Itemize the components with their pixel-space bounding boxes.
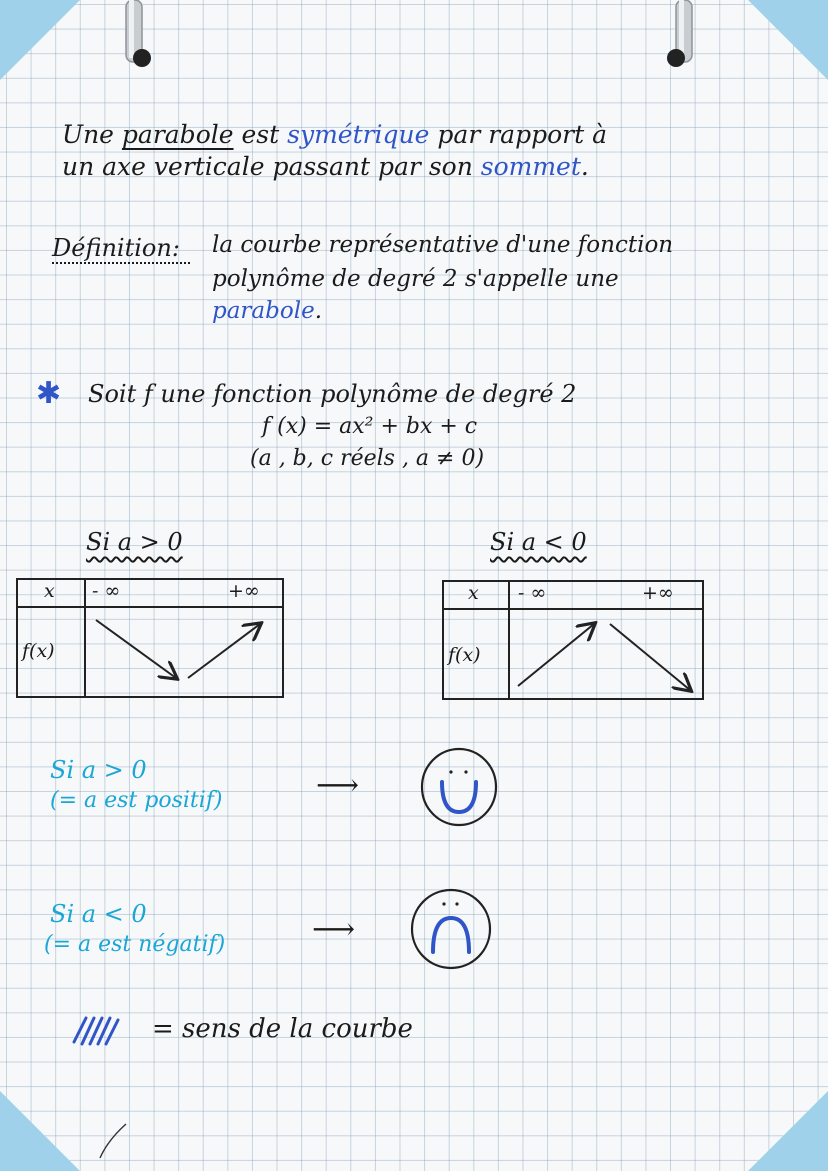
binder-ring-left-icon <box>118 0 154 84</box>
table-pos-fx-label: f(x) <box>22 640 55 662</box>
table-neg-plus-infinity: +∞ <box>642 582 674 604</box>
case-pos-line-1: Si a > 0 <box>50 756 147 784</box>
table-pos-variation-arrows <box>18 580 282 696</box>
definition-line-1: la courbe représentative d'une fonction <box>212 232 674 258</box>
intro-line-2 <box>62 152 589 182</box>
intro-line-1 <box>62 120 607 150</box>
definition-line-3 <box>212 298 322 324</box>
table-neg-fx-label: f(x) <box>448 644 481 666</box>
case-neg-line-2: (= a est négatif) <box>44 932 226 957</box>
table-pos-heading: Si a > 0 <box>86 528 183 556</box>
table-neg-minus-infinity: - ∞ <box>518 582 547 604</box>
case-neg-line-1: Si a < 0 <box>50 900 147 928</box>
smiley-face-icon <box>418 746 500 828</box>
soit-formula: f (x) = ax² + bx + c <box>262 414 478 439</box>
table-neg-variation-arrows <box>444 582 702 698</box>
table-neg-x-label: x <box>468 582 479 604</box>
definition-line-2: polynôme de degré 2 s'appelle une <box>212 266 619 292</box>
pen-stroke-mark <box>96 1120 136 1160</box>
arrow-decreasing <box>610 624 690 690</box>
intro-word-est: est <box>241 120 280 149</box>
corner-tab-bottom-right <box>748 1091 828 1171</box>
intro-term-parabole: parabole <box>121 120 234 149</box>
arrow-decreasing <box>96 620 176 678</box>
hatching-legend-icon <box>70 1010 126 1050</box>
table-pos-minus-infinity: - ∞ <box>92 580 121 602</box>
definition-period: . <box>314 298 322 324</box>
definition-term-parabole: parabole <box>212 298 315 324</box>
binder-ring-right-icon <box>664 0 700 84</box>
frowning-face-icon <box>408 886 494 972</box>
intro-word-par-rapport: par rapport à <box>437 120 607 149</box>
corner-tab-bottom-left <box>0 1091 80 1171</box>
arrow-increasing <box>518 624 594 686</box>
arrow-increasing <box>188 624 260 678</box>
case-pos-line-2: (= a est positif) <box>50 788 223 813</box>
asterisk-icon: ✱ <box>36 376 62 411</box>
soit-conditions: (a , b, c réels , a ≠ 0) <box>250 446 485 471</box>
soit-line-1: Soit f une fonction polynôme de degré 2 <box>88 380 577 408</box>
legend-text: = sens de la courbe <box>152 1014 413 1044</box>
intro-term-sommet: sommet <box>480 152 581 181</box>
table-pos-plus-infinity: +∞ <box>228 580 260 602</box>
variation-table-positive <box>16 578 284 698</box>
definition-label: Définition: <box>52 234 180 262</box>
intro-line-2-period: . <box>580 152 589 181</box>
table-neg-heading: Si a < 0 <box>490 528 587 556</box>
case-neg-arrow-icon: ⟶ <box>312 912 356 947</box>
intro-word-une: Une <box>62 120 114 149</box>
intro-line-2-text: un axe verticale passant par son <box>62 152 473 181</box>
variation-table-negative <box>442 580 704 700</box>
definition-label-underline <box>52 262 190 270</box>
corner-tab-top-right <box>748 0 828 80</box>
intro-term-symetrique: symétrique <box>287 120 430 149</box>
corner-tab-top-left <box>0 0 80 80</box>
table-pos-x-label: x <box>44 580 55 602</box>
case-pos-arrow-icon: ⟶ <box>316 768 360 803</box>
